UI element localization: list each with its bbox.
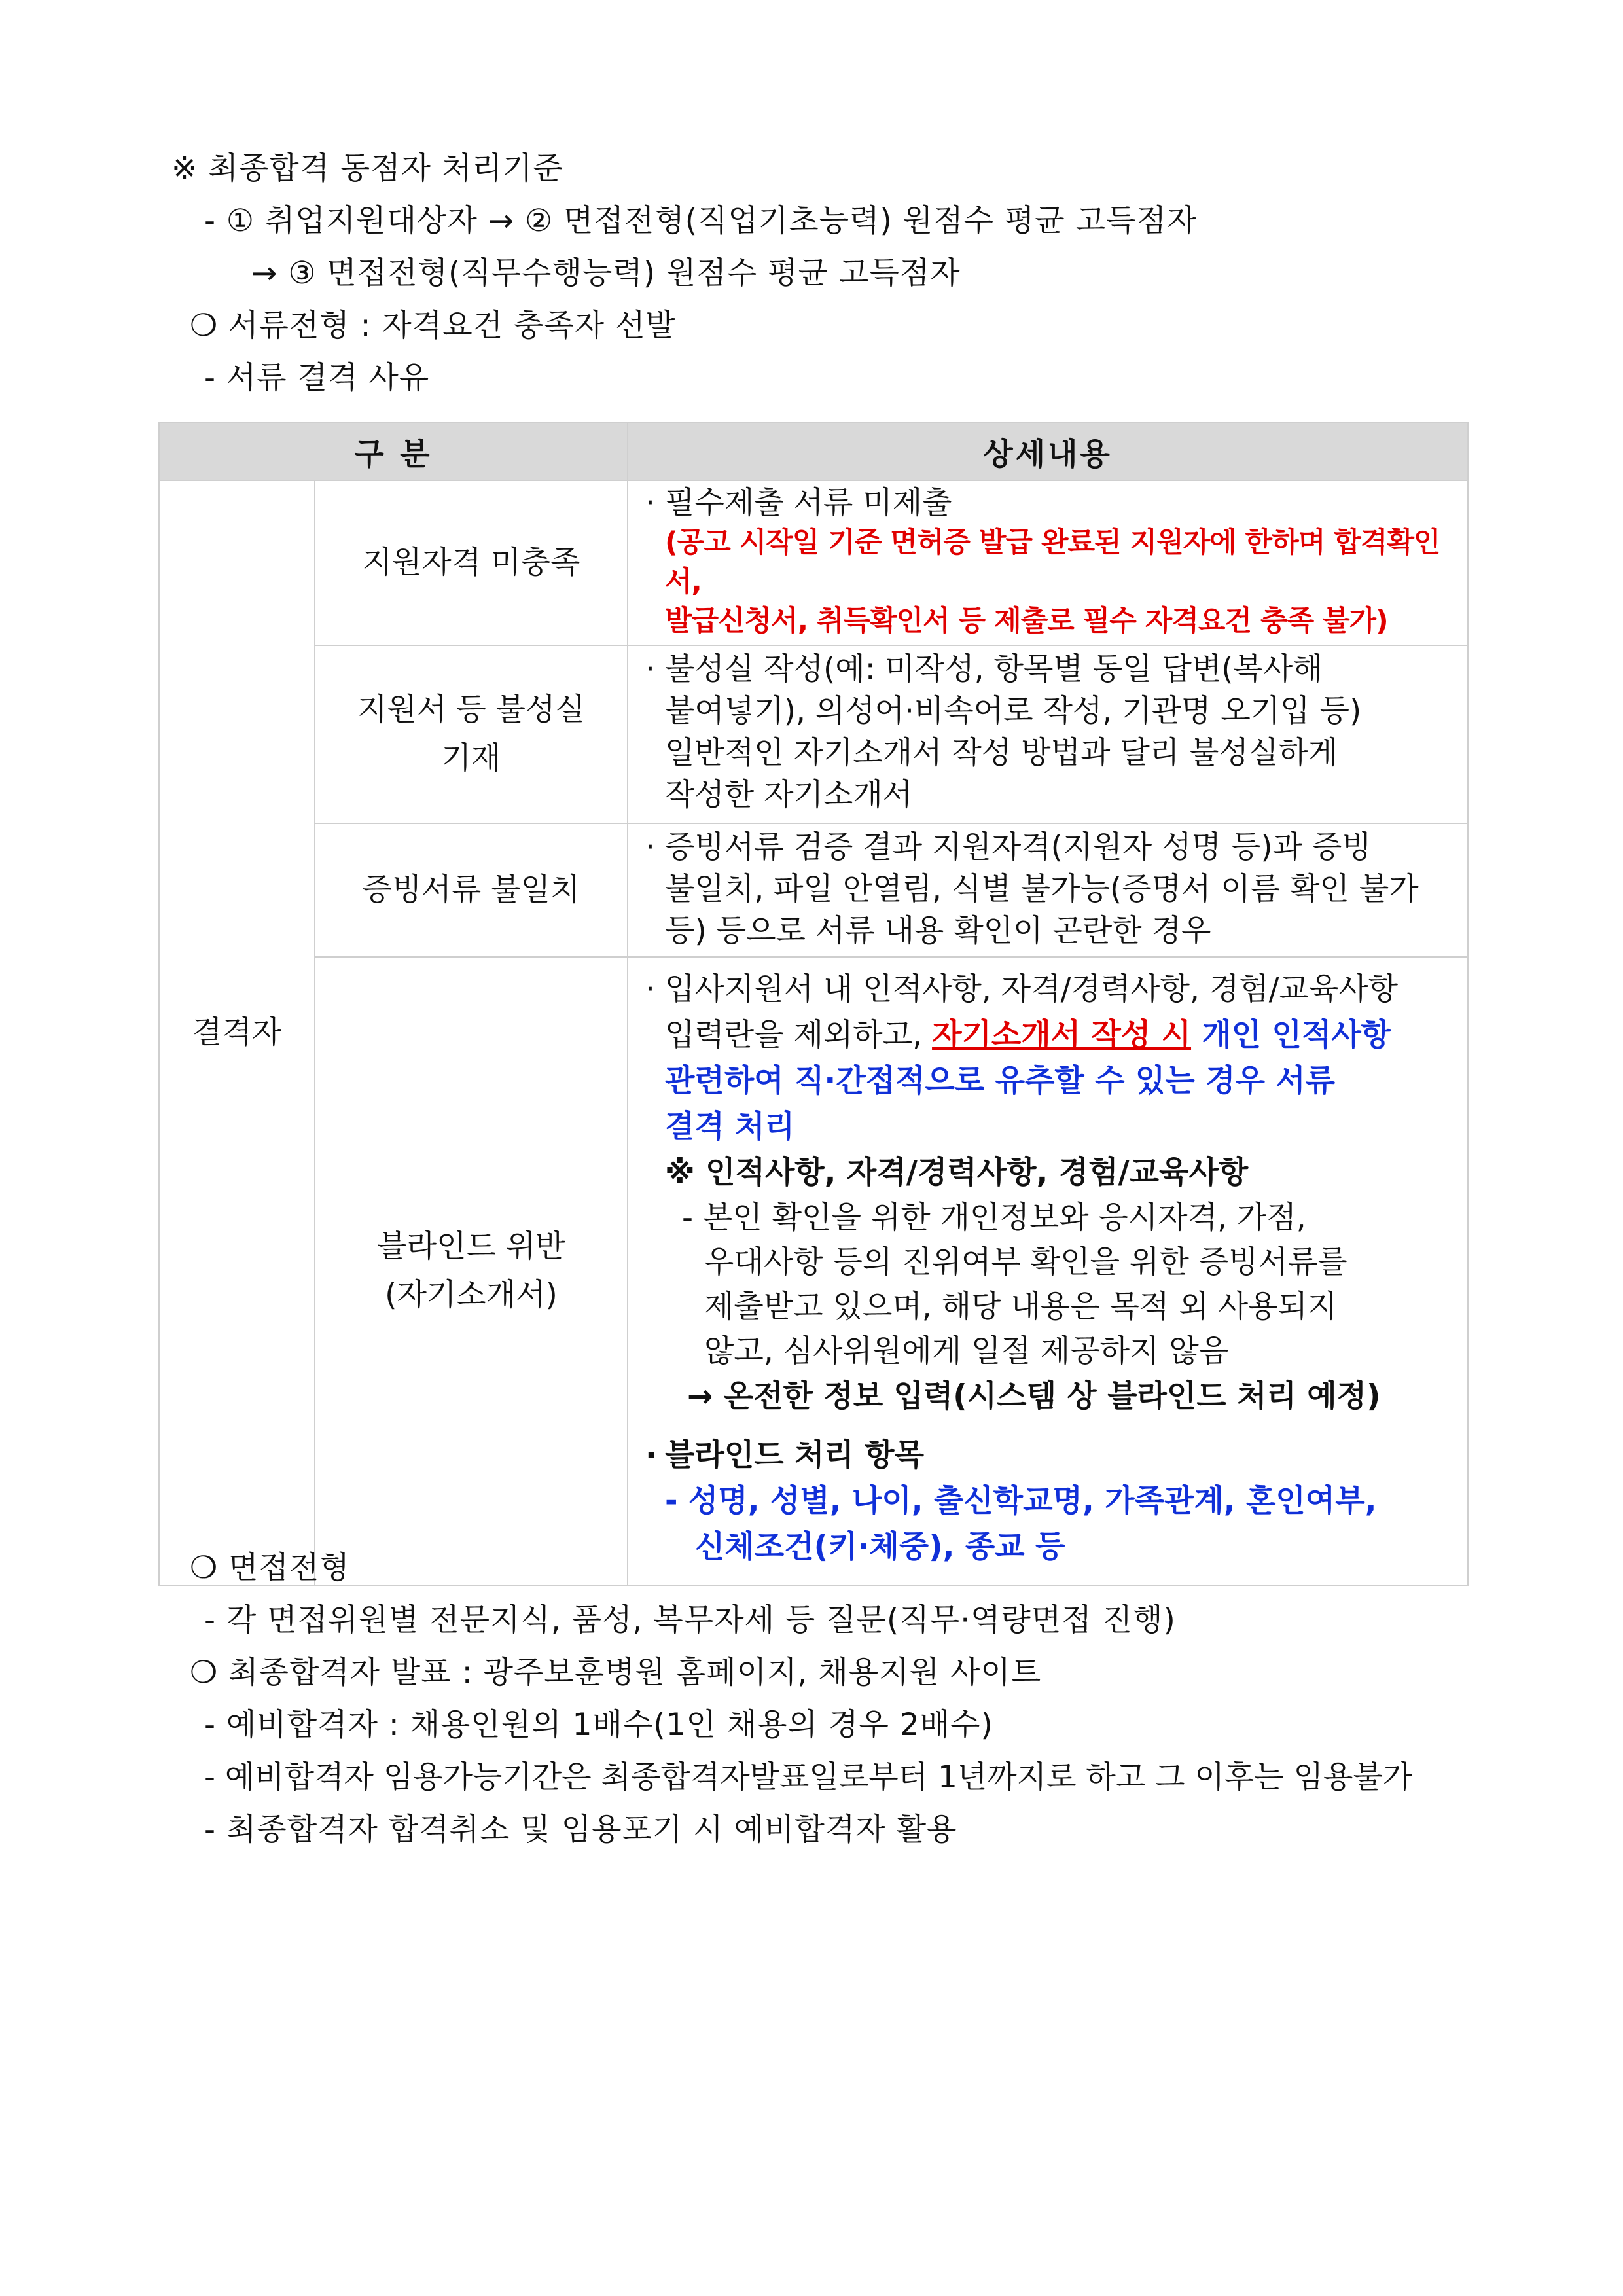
- interview-title: ❍ 면접전형: [190, 1550, 350, 1586]
- bullet-icon: ·: [645, 971, 655, 1007]
- blind-items-title: · 블라인드 처리 항목: [645, 1433, 1448, 1479]
- row-category-line: 지원서 등 불성실: [357, 692, 585, 728]
- interview-line: - 각 면접위원별 전문지식, 품성, 복무자세 등 질문(직무·역량면접 진행): [204, 1602, 1176, 1638]
- document-reject-reasons: - 서류 결격 사유: [204, 360, 430, 396]
- row-category: 지원자격 미충족: [315, 480, 628, 645]
- detail-line: · 불성실 작성(예: 미작성, 항목별 동일 답변(복사해: [645, 649, 1448, 691]
- detail-line: 입력란을 제외하고, 자기소개서 작성 시 개인 인적사항: [665, 1017, 1391, 1053]
- highlight-blue: 개인 인적사항: [1191, 1017, 1391, 1053]
- reserve-line: - 예비합격자 : 채용인원의 1배수(1인 채용의 경우 2배수): [204, 1707, 993, 1743]
- table-row: [159, 480, 1468, 645]
- table-row: [159, 823, 1468, 957]
- detail-line: · 입사지원서 내 인적사항, 자격/경력사항, 경험/교육사항: [645, 967, 1448, 1013]
- blind-items-line: 신체조건(키·체중), 종교 등: [695, 1529, 1065, 1565]
- row-category-line: (자기소개서): [385, 1277, 558, 1313]
- group-label: 결격자: [159, 480, 315, 1585]
- reserve-period-line: - 예비합격자 임용가능기간은 최종합격자발표일로부터 1년까지로 하고 그 이후는 임용불가: [204, 1759, 1413, 1795]
- row-detail: [628, 823, 1468, 957]
- detail-line: 불일치, 파일 안열림, 식별 불가능(증명서 이름 확인 불가: [665, 871, 1419, 907]
- table-row: [159, 645, 1468, 823]
- header-detail: 상세내용: [628, 423, 1468, 480]
- reserve-use-line: - 최종합격자 합격취소 및 임용포기 시 예비합격자 활용: [204, 1812, 957, 1848]
- row-category-line: 기재: [441, 740, 501, 776]
- highlight-red: 자기소개서 작성 시: [932, 1017, 1192, 1053]
- row-category: 증빙서류 불일치: [315, 823, 628, 957]
- note-title: ※ 인적사항, 자격/경력사항, 경험/교육사항: [665, 1155, 1249, 1191]
- final-announcement-title: ❍ 최종합격자 발표 : 광주보훈병원 홈페이지, 채용지원 사이트: [190, 1655, 1042, 1691]
- row-category-line: 블라인드 위반: [377, 1229, 565, 1265]
- row-detail: [628, 645, 1468, 823]
- document-screening-title: ❍ 서류전형 : 자격요건 충족자 선발: [190, 308, 676, 344]
- detail-line: · 필수제출 서류 미제출: [645, 484, 1448, 523]
- detail-line-red: 발급신청서, 취득확인서 등 제출로 필수 자격요건 충족 불가): [665, 605, 1388, 637]
- header-category: 구 분: [159, 423, 628, 480]
- arrow-line: → 온전한 정보 입력(시스템 상 블라인드 처리 예정): [687, 1378, 1381, 1414]
- rejection-table: [158, 422, 1467, 1586]
- tie-rule-line-1: - ① 취업지원대상자 → ② 면접전형(직업기초능력) 원점수 평균 고득점자: [204, 203, 1198, 239]
- detail-line: · 증빙서류 검증 결과 지원자격(지원자 성명 등)과 증빙: [645, 827, 1448, 869]
- note-line: 제출받고 있으며, 해당 내용은 목적 외 사용되지: [704, 1289, 1338, 1325]
- blind-items-line: - 성명, 성별, 나이, 출신학교명, 가족관계, 혼인여부,: [665, 1483, 1377, 1519]
- table-header-row: [159, 423, 1468, 480]
- detail-line-red: (공고 시작일 기준 면허증 발급 완료된 지원자에 한하며 합격확인서,: [665, 526, 1440, 598]
- row-category: [315, 957, 628, 1585]
- tie-rule-title: ※ 최종합격 동점자 처리기준: [171, 151, 563, 187]
- note-line: 않고, 심사위원에게 일절 제공하지 않음: [704, 1333, 1229, 1369]
- bullet-icon: ·: [645, 1437, 657, 1473]
- bullet-icon: ·: [645, 651, 655, 687]
- row-detail: [628, 957, 1468, 1585]
- detail-line: 등) 등으로 서류 내용 확인이 곤란한 경우: [665, 913, 1211, 949]
- bullet-icon: ·: [645, 829, 655, 865]
- detail-line-blue: 관련하여 직·간접적으로 유추할 수 있는 경우 서류: [665, 1063, 1336, 1099]
- note-line: 우대사항 등의 진위여부 확인을 위한 증빙서류를: [704, 1244, 1347, 1280]
- detail-line-blue: 결격 처리: [665, 1109, 794, 1145]
- detail-line: 일반적인 자기소개서 작성 방법과 달리 불성실하게: [665, 735, 1338, 771]
- detail-line: 작성한 자기소개서: [665, 777, 913, 813]
- table-row: [159, 957, 1468, 1585]
- row-category: [315, 645, 628, 823]
- tie-rule-line-2: → ③ 면접전형(직무수행능력) 원점수 평균 고득점자: [251, 255, 961, 291]
- row-detail: [628, 480, 1468, 645]
- note-line: - 본인 확인을 위한 개인정보와 응시자격, 가점,: [682, 1200, 1306, 1236]
- detail-line: 붙여넣기), 의성어·비속어로 작성, 기관명 오기입 등): [665, 693, 1362, 729]
- bullet-icon: ·: [645, 485, 655, 521]
